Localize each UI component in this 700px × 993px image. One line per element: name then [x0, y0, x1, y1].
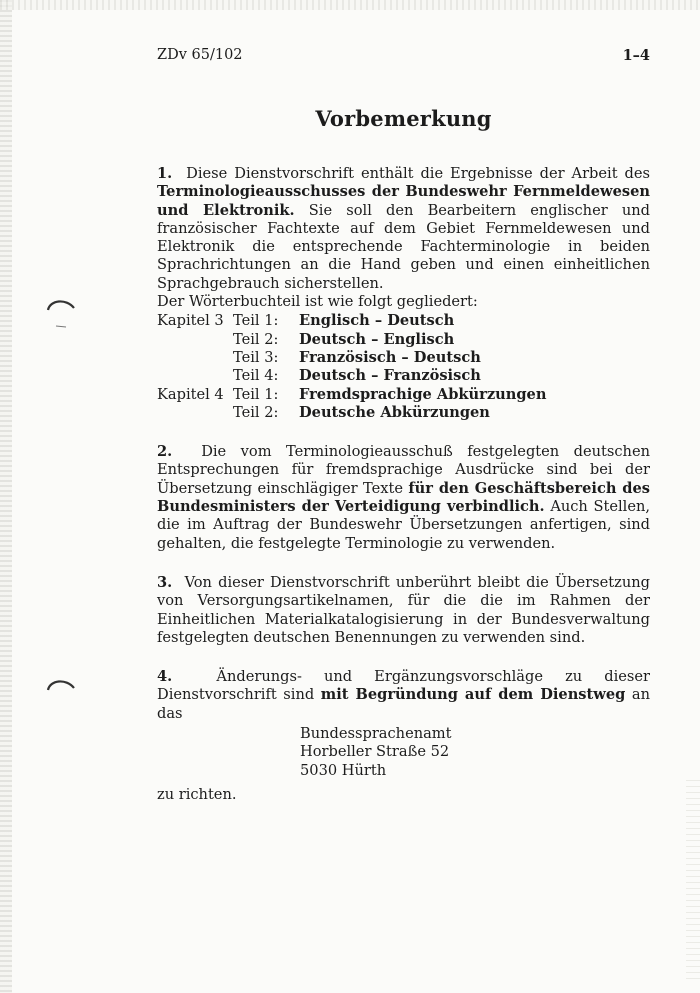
- table-row: [157, 349, 546, 367]
- part-cell: Teil 1:: [233, 312, 279, 330]
- part-cell: Teil 1:: [233, 385, 279, 403]
- table-row: [157, 404, 546, 422]
- section-text: Änderungs- und Ergänzungsvorschläge zu dieser Dienstvorschrift sind: [157, 668, 650, 704]
- chapter-cell: Kapitel 3: [157, 312, 224, 330]
- part-cell: Teil 3:: [233, 348, 279, 366]
- section-4: [157, 668, 650, 723]
- section-number: 2.: [157, 443, 173, 461]
- document-body: [157, 165, 650, 804]
- section-text: Sie soll den Bearbeitern englischer und französischer Fachtexte auf dem Gebiet Fernmeldewesen und Elektronik die entsprechende Fachterminologie in beiden Sprachrichtungen an die Hand geben und einen einheitlichen Sprachgebrauch sicherstellen.: [157, 201, 650, 292]
- section-text: an das: [157, 686, 651, 722]
- part-title-cell: Deutsch – Französisch: [299, 367, 481, 385]
- section-bold-text: mit Begründung auf dem Dienstweg: [320, 686, 626, 704]
- section-text: Die vom Terminologieausschuß festgelegten deutschen Entsprechungen für fremdsprachige Ausdrücke sind bei der Übersetzung einschlägiger Texte: [157, 443, 650, 497]
- part-cell: Teil 2:: [233, 330, 279, 348]
- structure-intro: Der Wörterbuchteil ist wie folgt gegliedert:: [157, 293, 478, 311]
- section-text: Auch Stellen, die im Auftrag der Bundeswehr Übersetzungen anfertigen, sind gehalten, die festgelegte Terminologie zu verwenden.: [157, 498, 650, 552]
- chapter-cell: Kapitel 4: [157, 385, 224, 403]
- page-number: 1–4: [622, 47, 650, 64]
- section-bold-text: für den Geschäftsbereich des Bundesministers der Verteidigung verbindlich.: [157, 479, 650, 516]
- section-number: 4.: [157, 668, 173, 686]
- punch-hole-icon: [44, 296, 78, 330]
- part-title-cell: Deutsch – Englisch: [299, 330, 455, 348]
- section-1: [157, 165, 650, 293]
- part-title-cell: Fremdsprachige Abkürzungen: [299, 385, 547, 403]
- address-line: Bundessprachenamt: [300, 725, 452, 743]
- part-title-cell: Deutsche Abkürzungen: [299, 403, 490, 421]
- scan-edge-top: [0, 0, 700, 10]
- section-text: Von dieser Dienstvorschrift unberührt bleibt die Übersetzung von Versorgungsartikelnamen, für die die im Rahmen der Einheitlichen Materialkatalogisierung in der Bundesverwaltung festgelegten deutschen Benennungen zu verwenden sind.: [157, 573, 650, 646]
- chapter-cell: [157, 367, 233, 385]
- section-3: [157, 574, 650, 647]
- closing-text: zu richten.: [157, 785, 237, 803]
- structure-table: [157, 312, 546, 422]
- address-line: Horbeller Straße 52: [300, 743, 450, 761]
- table-row: [157, 367, 546, 385]
- part-title-cell: Französisch – Deutsch: [299, 348, 481, 366]
- chapter-cell: [157, 349, 233, 367]
- table-row: [157, 312, 546, 330]
- mailing-address: [300, 725, 650, 780]
- address-line: 5030 Hürth: [300, 761, 387, 779]
- chapter-cell: [157, 331, 233, 349]
- part-cell: Teil 4:: [233, 367, 279, 385]
- scan-edge-left: [0, 0, 12, 993]
- section-2: [157, 443, 650, 553]
- section-text: Diese Dienstvorschrift enthält die Ergebnisse der Arbeit des: [186, 165, 650, 182]
- document-id: ZDv 65/102: [157, 47, 243, 63]
- part-cell: Teil 2:: [233, 403, 279, 421]
- section-number: 3.: [157, 573, 173, 591]
- punch-hole-icon: [44, 676, 78, 710]
- table-row: [157, 331, 546, 349]
- section-number: 1.: [157, 165, 173, 182]
- section-bold-text: Terminologieausschusses der Bundeswehr Fernmeldewesen und Elektronik.: [157, 183, 650, 219]
- chapter-cell: [157, 404, 233, 422]
- part-title-cell: Englisch – Deutsch: [299, 312, 455, 330]
- table-row: [157, 386, 546, 404]
- scan-edge-right: [686, 780, 700, 980]
- page-title: Vorbemerkung: [315, 106, 492, 131]
